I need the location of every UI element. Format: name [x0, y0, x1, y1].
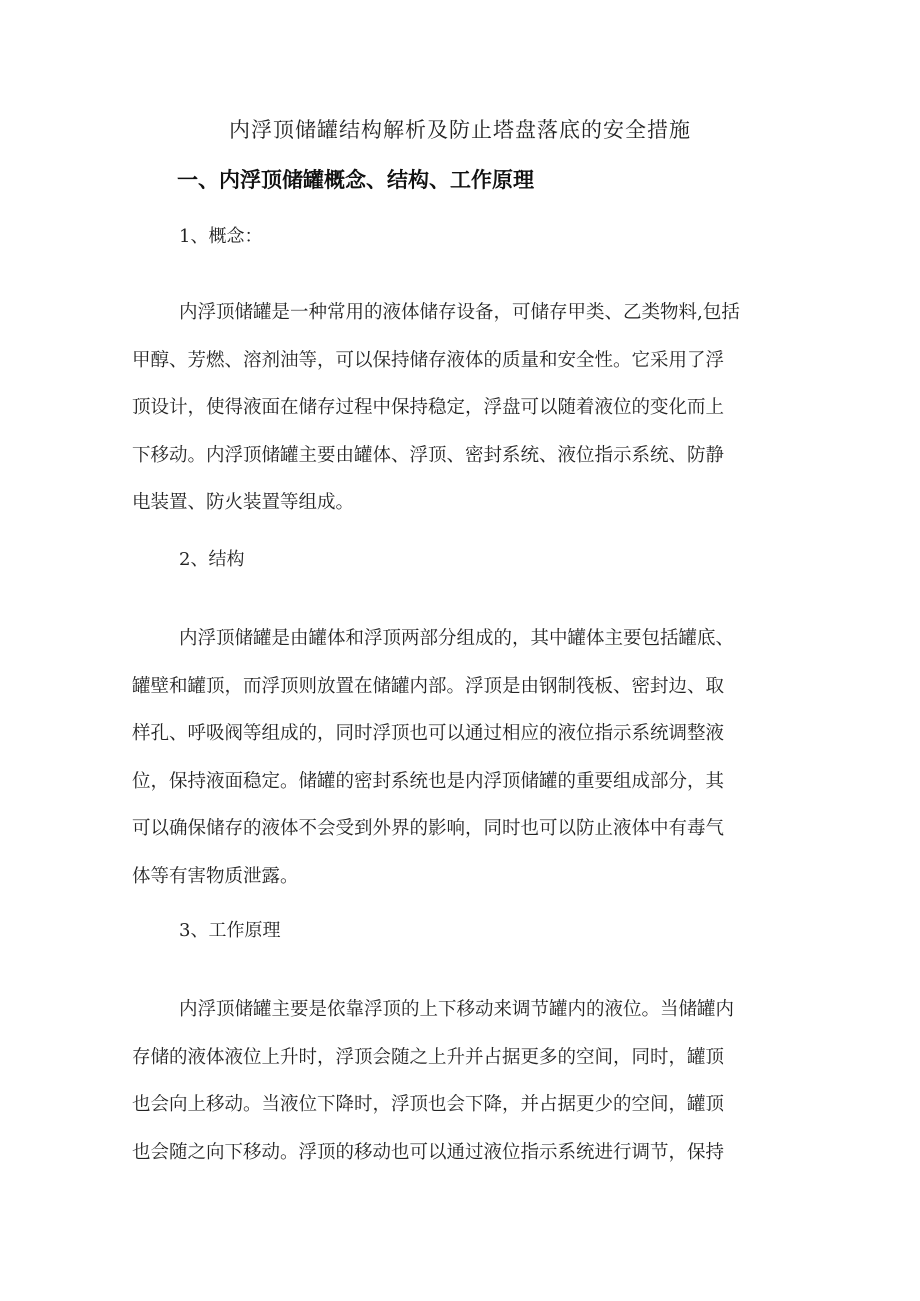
paragraph-line: 电装置、防火装置等组成。: [132, 492, 355, 513]
paragraph-line: 也会随之向下移动。浮顶的移动也可以通过液位指示系统进行调节，保持: [132, 1141, 725, 1163]
document-title: 内浮顶储罐结构解析及防止塔盘落底的安全措施: [229, 118, 691, 142]
paragraph-concept: [132, 289, 788, 527]
paragraph-line: 体等有害物质泄露。: [132, 865, 299, 887]
paragraph-line: 顶设计，使得液面在储存过程中保持稳定，浮盘可以随着液位的变化而上: [132, 397, 725, 418]
paragraph-working-principle: [132, 986, 788, 1176]
paragraph-line: 罐壁和罐顶，而浮顶则放置在储罐内部。浮顶是由钢制筏板、密封边、取: [132, 675, 725, 697]
section-heading: 一、内浮顶储罐概念、结构、工作原理: [177, 168, 534, 192]
paragraph-line: 下移动。内浮顶储罐主要由罐体、浮顶、密封系统、液位指示系统、防静: [132, 444, 725, 466]
subsection-heading-structure: 2、结构: [179, 549, 245, 570]
paragraph-line: 可以确保储存的液体不会受到外界的影响，同时也可以防止液体中有毒气: [132, 818, 725, 839]
subsection-heading-working-principle: 3、工作原理: [179, 920, 281, 941]
paragraph-structure: [132, 615, 788, 900]
paragraph-line: 也会向上移动。当液位下降时，浮顶也会下降，并占据更少的空间，罐顶: [132, 1094, 725, 1115]
paragraph-line: 内浮顶储罐是由罐体和浮顶两部分组成的，其中罐体主要包括罐底、: [179, 628, 735, 649]
paragraph-line: 甲醇、芳燃、溶剂油等，可以保持储存液体的质量和安全性。它采用了浮: [132, 349, 725, 371]
paragraph-line: 内浮顶储罐是一种常用的液体储存设备，可储存甲类、乙类物料,包括: [179, 302, 740, 323]
paragraph-line: 位，保持液面稳定。储罐的密封系统也是内浮顶储罐的重要组成部分，其: [132, 770, 725, 792]
paragraph-line: 内浮顶储罐主要是依靠浮顶的上下移动来调节罐内的液位。当储罐内: [179, 999, 735, 1020]
paragraph-line: 样孔、呼吸阀等组成的，同时浮顶也可以通过相应的液位指示系统调整液: [132, 723, 725, 744]
subsection-heading-concept: 1、概念：: [179, 226, 263, 247]
paragraph-line: 存储的液体液位上升时，浮顶会随之上升并占据更多的空间，同时，罐顶: [132, 1046, 725, 1068]
